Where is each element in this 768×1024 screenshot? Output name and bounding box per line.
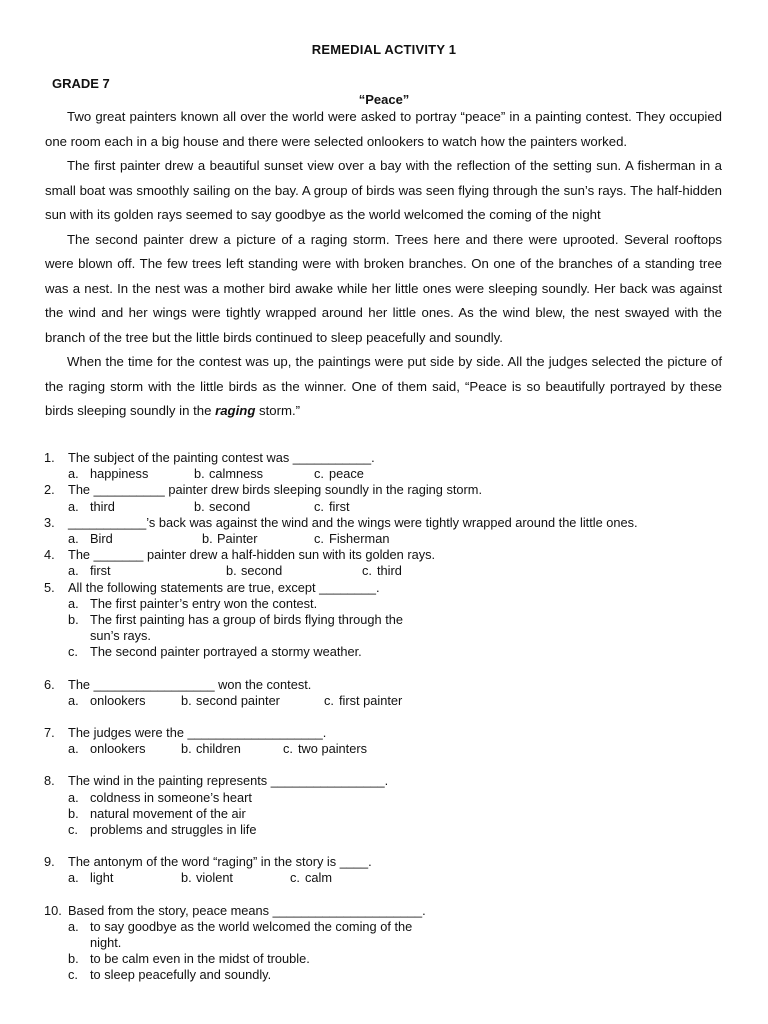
option-text: onlookers <box>90 692 146 708</box>
option-a[interactable] <box>68 563 226 579</box>
grade-label: GRADE 7 <box>52 76 110 91</box>
option-a[interactable] <box>44 790 734 806</box>
option-letter: a. <box>68 595 79 611</box>
option-b[interactable] <box>194 499 314 515</box>
option-text: The first painter’s entry won the contest. <box>90 595 318 611</box>
question-text: All the following statements are true, except ________. <box>68 579 380 595</box>
question-text: ___________’s back was against the wind and the wings were tightly wrapped around the little ones. <box>68 514 638 530</box>
question-number: 2. <box>44 482 55 498</box>
question-number: 3. <box>44 514 55 530</box>
answer-options <box>44 596 734 661</box>
option-b[interactable] <box>181 870 290 886</box>
option-text: calm <box>305 870 333 886</box>
option-text: first painter <box>339 692 403 708</box>
question-6 <box>44 677 734 709</box>
option-text: peace <box>329 466 364 482</box>
option-text: problems and struggles in life <box>90 822 257 838</box>
option-letter: b. <box>202 531 213 547</box>
question-text: The subject of the painting contest was ___________. <box>68 450 375 465</box>
question-5 <box>44 580 734 661</box>
option-letter: c. <box>68 967 78 983</box>
option-a[interactable] <box>44 596 734 612</box>
option-text: happiness <box>90 466 149 482</box>
question-number: 6. <box>44 676 55 692</box>
option-text: third <box>377 563 402 579</box>
answer-options <box>44 563 734 579</box>
option-c[interactable] <box>290 870 332 886</box>
option-text: second <box>241 563 283 579</box>
option-letter: b. <box>68 951 79 967</box>
answer-options <box>44 531 734 547</box>
option-letter: b. <box>181 741 192 757</box>
option-text: The first painting has a group of birds flying through the sun’s rays. <box>90 612 403 644</box>
question-3 <box>44 515 734 547</box>
option-c[interactable] <box>314 499 350 515</box>
story-paragraph-3: The second painter drew a picture of a raging storm. Trees here and there were uprooted. Several rooftops were blown off. The few trees left standing were with broken branches. On one of the branches of a standing tree was a nest. In the nest was a mother bird awake while her little ones were sleeping soundly. Her back was against the wind and her wings were tightly wrapped around her little ones. As the wind blew, the nest swayed with the branch of the tree but the little birds continued to sleep peacefully and soundly. <box>45 231 722 345</box>
question-number: 10. <box>44 902 62 918</box>
question-text: The antonym of the word “raging” in the story is ____. <box>68 854 372 870</box>
option-text: children <box>196 741 241 757</box>
option-b[interactable] <box>181 741 283 757</box>
option-letter: a. <box>68 498 79 514</box>
option-a[interactable] <box>44 919 734 951</box>
option-letter: b. <box>181 692 192 708</box>
option-text: Fisherman <box>329 531 390 547</box>
option-letter: b. <box>226 563 237 579</box>
option-letter: c. <box>362 563 372 579</box>
question-8 <box>44 773 734 838</box>
page-title: REMEDIAL ACTIVITY 1 <box>311 42 457 57</box>
story-emphasis-raging: raging <box>215 403 256 418</box>
option-letter: c. <box>324 692 334 708</box>
option-letter: a. <box>68 870 79 886</box>
answer-options <box>44 919 734 984</box>
answer-options <box>44 693 734 709</box>
option-text: Painter <box>217 531 258 547</box>
option-text: to say goodbye as the world welcomed the coming of the night. <box>90 918 413 951</box>
option-letter: a. <box>68 531 79 547</box>
option-letter: a. <box>68 741 79 757</box>
option-a[interactable] <box>68 741 181 757</box>
question-number: 5. <box>44 579 55 595</box>
option-letter: c. <box>314 498 324 514</box>
question-number: 4. <box>44 547 55 563</box>
option-letter: a. <box>68 789 79 805</box>
option-text: to be calm even in the midst of trouble. <box>90 951 310 967</box>
story-paragraph-2: The first painter drew a beautiful sunset view over a bay with the reflection of the setting sun. A fisherman in a small boat was smoothly sailing on the bay. A group of birds was seen flying through the sun’s rays. The half-hidden sun with its golden rays seemed to say goodbye as the world welcomed the coming of the night <box>45 158 722 222</box>
option-text: first <box>329 498 350 514</box>
option-letter: b. <box>68 612 79 628</box>
option-b[interactable] <box>194 466 314 482</box>
option-b[interactable] <box>181 693 324 709</box>
option-letter: b. <box>181 870 192 886</box>
option-c[interactable] <box>362 563 402 579</box>
option-b[interactable] <box>44 806 734 822</box>
story-paragraph-1: Two great painters known all over the world were asked to portray “peace” in a painting contest. They occupied one room each in a big house and there were selected onlookers to watch how the painters worked. <box>45 109 722 149</box>
option-b[interactable] <box>202 531 314 547</box>
answer-options <box>44 466 734 482</box>
option-c[interactable] <box>44 644 734 660</box>
option-text: onlookers <box>90 741 146 757</box>
question-1 <box>44 450 734 482</box>
answer-options <box>44 499 734 515</box>
question-text: The wind in the painting represents ________________. <box>68 773 389 789</box>
story-body <box>45 105 722 424</box>
option-text: natural movement of the air <box>90 805 246 821</box>
option-text: two painters <box>298 741 367 757</box>
answer-options <box>44 870 734 886</box>
question-10 <box>44 903 734 984</box>
question-text: Based from the story, peace means _____________________. <box>68 902 426 918</box>
option-c[interactable] <box>44 822 734 838</box>
option-text: first <box>90 563 111 579</box>
answer-options <box>44 741 734 757</box>
option-text: The second painter portrayed a stormy weather. <box>90 644 362 660</box>
story-paragraph-4-end: storm.” <box>255 403 301 418</box>
option-text: second <box>209 498 251 514</box>
option-b[interactable] <box>44 951 734 967</box>
option-a[interactable] <box>68 870 181 886</box>
option-b[interactable] <box>44 612 734 644</box>
option-letter: a. <box>68 563 79 579</box>
option-a[interactable] <box>68 466 194 482</box>
option-b[interactable] <box>226 563 362 579</box>
story-title: “Peace” <box>358 92 410 107</box>
question-4 <box>44 547 734 579</box>
question-text: The _______ painter drew a half-hidden sun with its golden rays. <box>68 547 436 563</box>
story-paragraph-4-text: When the time for the contest was up, the paintings were put side by side. All the judges selected the picture of the raging storm with the little birds as the winner. One of them said, “Peace is so beautifully portrayed by these birds sleeping soundly in the <box>45 354 722 418</box>
option-letter: c. <box>68 822 78 838</box>
question-number: 9. <box>44 854 55 870</box>
option-c[interactable] <box>324 693 402 709</box>
option-c[interactable] <box>44 967 734 983</box>
option-text: coldness in someone’s heart <box>90 789 252 805</box>
option-c[interactable] <box>283 741 367 757</box>
question-text: The __________ painter drew birds sleeping soundly in the raging storm. <box>68 482 483 498</box>
question-2 <box>44 482 734 514</box>
option-c[interactable] <box>314 466 364 482</box>
option-text: second painter <box>196 692 280 708</box>
option-text: third <box>90 498 115 514</box>
option-letter: c. <box>283 741 293 757</box>
option-letter: a. <box>68 692 79 708</box>
option-a[interactable] <box>68 531 202 547</box>
option-letter: b. <box>194 466 205 482</box>
question-text: The judges were the ___________________. <box>68 725 327 741</box>
story-paragraph-4 <box>45 350 722 424</box>
answer-options <box>44 790 734 839</box>
question-number: 8. <box>44 773 55 789</box>
option-a[interactable] <box>68 499 194 515</box>
option-a[interactable] <box>68 693 181 709</box>
option-letter: a. <box>68 918 79 934</box>
option-letter: c. <box>68 644 78 660</box>
option-text: to sleep peacefully and soundly. <box>90 967 272 983</box>
option-letter: c. <box>314 466 324 482</box>
question-9 <box>44 854 734 886</box>
question-list <box>44 450 734 984</box>
option-letter: c. <box>314 531 324 547</box>
question-number: 1. <box>44 450 55 465</box>
option-letter: b. <box>68 805 79 821</box>
option-c[interactable] <box>314 531 389 547</box>
question-7 <box>44 725 734 757</box>
option-text: calmness <box>209 466 264 482</box>
question-number: 7. <box>44 725 55 741</box>
option-letter: c. <box>290 870 300 886</box>
option-letter: a. <box>68 466 79 482</box>
question-text: The _________________ won the contest. <box>68 676 312 692</box>
option-text: light <box>90 870 114 886</box>
option-letter: b. <box>194 498 205 514</box>
option-text: Bird <box>90 531 113 547</box>
option-text: violent <box>196 870 233 886</box>
